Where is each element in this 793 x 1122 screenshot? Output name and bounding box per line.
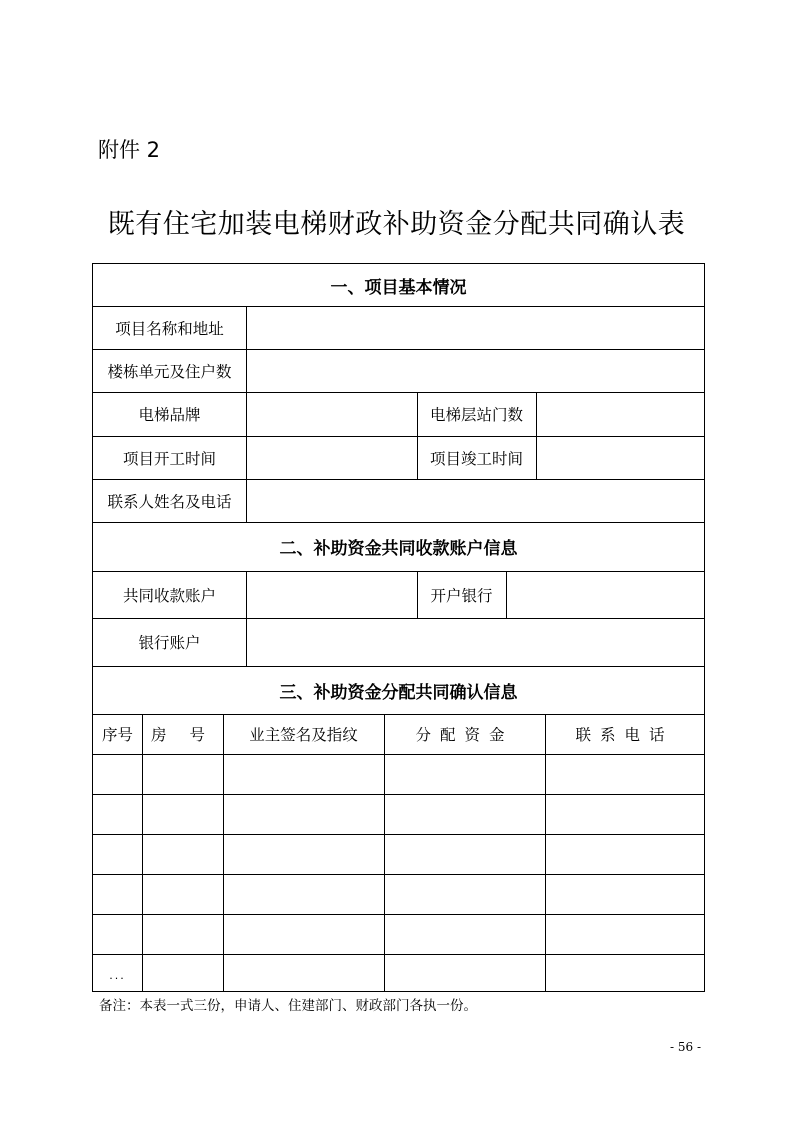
page-number: - 56 -: [670, 1040, 702, 1054]
ellipsis-marker: ...: [109, 968, 126, 982]
bank-account-field[interactable]: [247, 619, 704, 666]
table-row[interactable]: [93, 954, 704, 991]
project-name-label: 项目名称和地址: [115, 319, 224, 338]
bank-label: 开户银行: [430, 586, 493, 605]
bank-field[interactable]: [507, 572, 704, 618]
confirmation-form-table: [92, 263, 705, 992]
section-3-heading: 三、补助资金分配共同确认信息: [279, 682, 518, 703]
building-units-field[interactable]: [247, 350, 704, 392]
section-2-heading: 二、补助资金共同收款账户信息: [279, 539, 518, 559]
table-row[interactable]: [93, 794, 704, 834]
col-header-phone: 联系电话: [575, 726, 674, 744]
col-header-owner-signature: 业主签名及指纹: [249, 726, 358, 744]
contact-field[interactable]: [247, 480, 704, 522]
col-header-room: 房 号: [151, 726, 214, 744]
attachment-label: 附件 2: [98, 138, 161, 162]
contact-label: 联系人姓名及电话: [107, 492, 232, 511]
col-header-allocated-funds: 分配资金: [415, 726, 514, 744]
table-row[interactable]: [93, 874, 704, 914]
account-field[interactable]: [247, 572, 417, 618]
col-header-serial: 序号: [101, 726, 133, 744]
table-row[interactable]: [93, 914, 704, 954]
footnote: 备注：本表一式三份，申请人、住建部门、财政部门各执一份。: [99, 998, 477, 1014]
account-label: 共同收款账户: [122, 586, 216, 605]
elevator-brand-field[interactable]: [247, 393, 417, 436]
end-time-label: 项目竣工时间: [429, 449, 523, 468]
project-name-field[interactable]: [247, 307, 704, 349]
bank-account-label: 银行账户: [138, 634, 201, 652]
form-title: 既有住宅加装电梯财政补助资金分配共同确认表: [107, 209, 686, 240]
table-row[interactable]: [93, 834, 704, 874]
start-time-field[interactable]: [247, 437, 417, 479]
building-units-label: 楼栋单元及住户数: [107, 362, 232, 381]
elevator-floors-label: 电梯层站门数: [429, 406, 523, 424]
table-row[interactable]: [93, 754, 704, 794]
elevator-brand-label: 电梯品牌: [138, 406, 201, 424]
section-1-heading: 一、项目基本情况: [330, 277, 467, 298]
start-time-label: 项目开工时间: [122, 449, 216, 468]
end-time-field[interactable]: [537, 437, 704, 479]
elevator-floors-field[interactable]: [537, 393, 704, 436]
